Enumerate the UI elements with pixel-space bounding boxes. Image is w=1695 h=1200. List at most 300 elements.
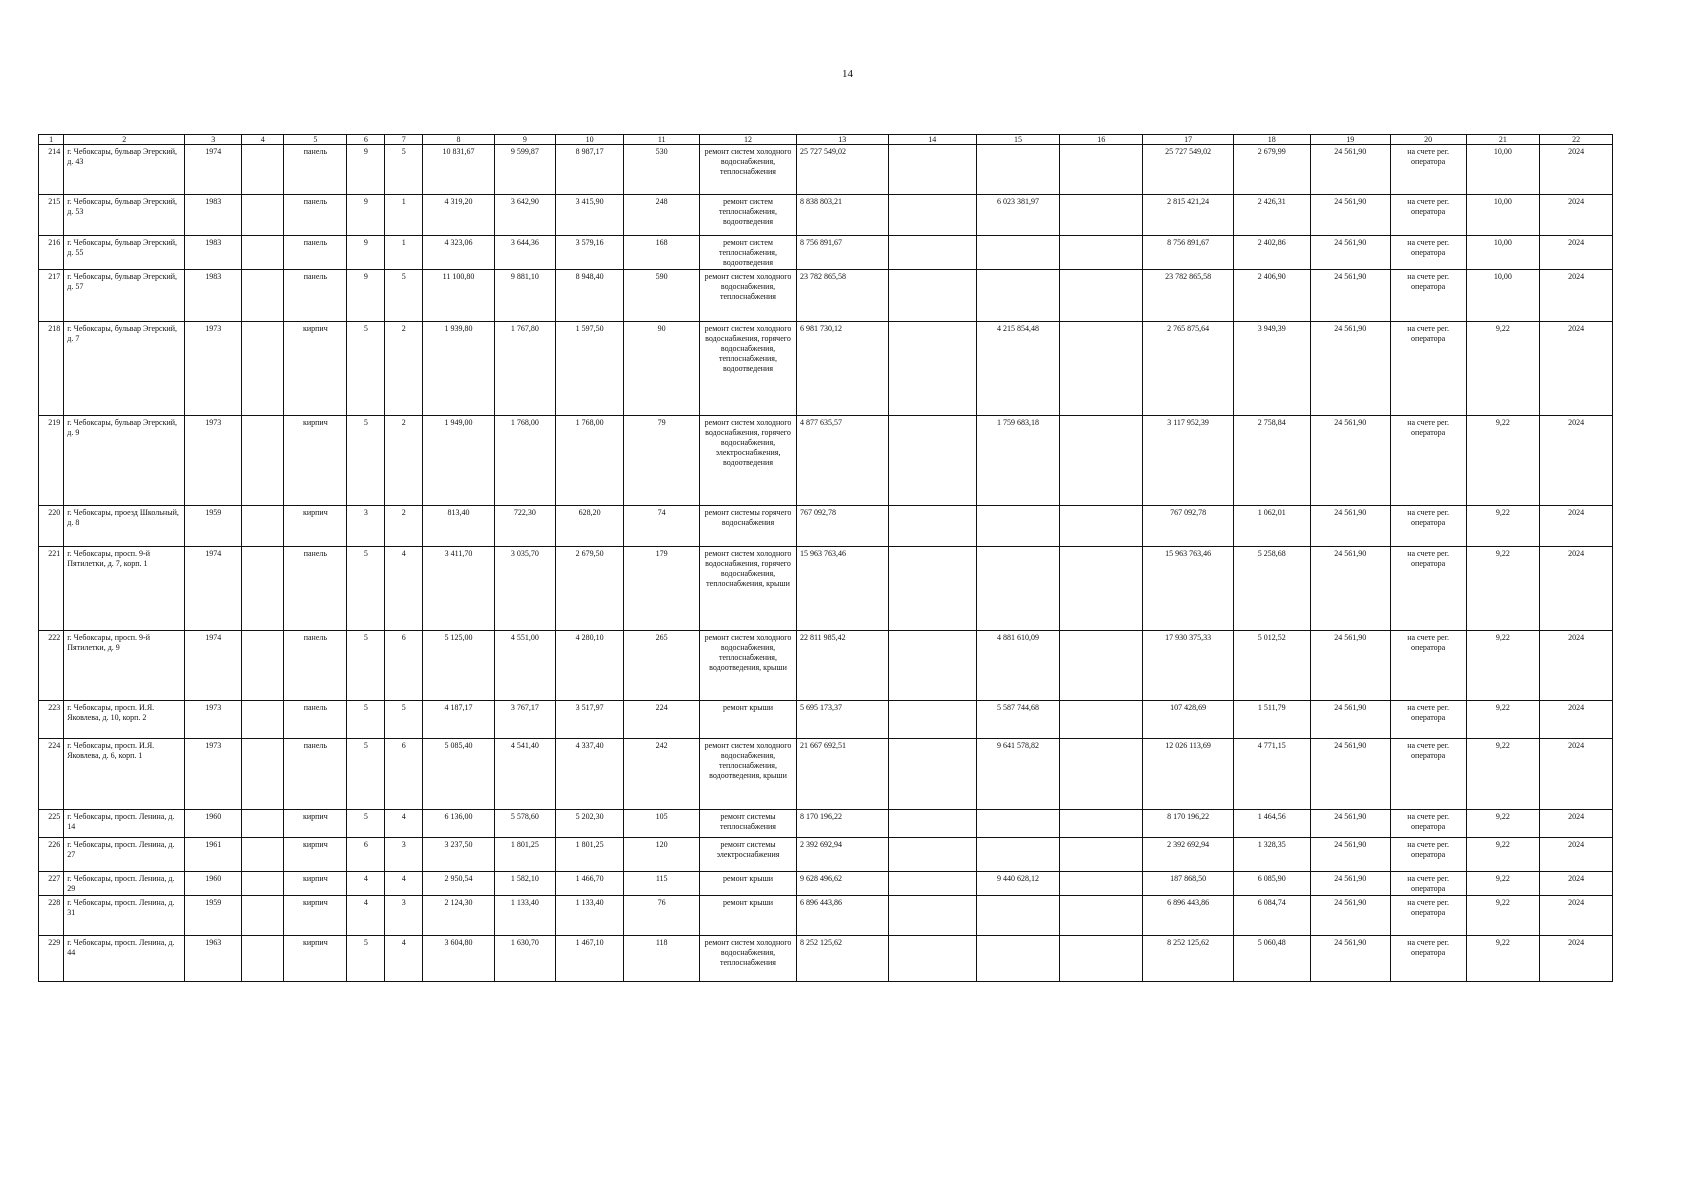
cell-cost-col15 (976, 270, 1059, 322)
cell-col-14 (888, 701, 976, 739)
cell-work-type: ремонт систем холодного водоснабжения, теплоснабжения (700, 270, 797, 322)
cell-total-area: 1 939,80 (423, 322, 495, 416)
cell-floors: 5 (347, 810, 385, 838)
cell-cost-limit: 24 561,90 (1310, 195, 1390, 236)
cell-unit-cost: 5 258,68 (1233, 547, 1310, 631)
cell-cost-col15 (976, 236, 1059, 270)
cell-total-cost: 22 811 985,42 (796, 631, 888, 701)
cell-address: г. Чебоксары, просп. И.Я. Яковлева, д. 10, корп. 2 (64, 701, 185, 739)
cell-col-4 (242, 701, 284, 739)
cell-col-21: 9,22 (1466, 631, 1540, 701)
column-header-20: 20 (1390, 135, 1466, 145)
cell-area-residential: 3 642,90 (494, 195, 555, 236)
cell-cost-col17: 187 868,50 (1143, 872, 1234, 896)
cell-entrances: 5 (385, 145, 423, 195)
cell-wall-material: кирпич (284, 810, 347, 838)
cell-col-14 (888, 896, 976, 936)
cell-area-col10: 1 597,50 (555, 322, 623, 416)
cell-total-cost: 6 896 443,86 (796, 896, 888, 936)
column-header-11: 11 (624, 135, 700, 145)
cell-col-21: 9,22 (1466, 547, 1540, 631)
cell-total-cost: 2 392 692,94 (796, 838, 888, 872)
cell-col-16 (1060, 416, 1143, 506)
cell-unit-cost: 1 328,35 (1233, 838, 1310, 872)
cell-col-14 (888, 872, 976, 896)
cell-col-4 (242, 270, 284, 322)
cell-floors: 4 (347, 872, 385, 896)
cell-col-21: 9,22 (1466, 739, 1540, 810)
column-header-15: 15 (976, 135, 1059, 145)
cell-work-type: ремонт системы электроснабжения (700, 838, 797, 872)
cell-col-14 (888, 547, 976, 631)
cell-floors: 9 (347, 145, 385, 195)
cell-funding-method: на счете рег. оператора (1390, 270, 1466, 322)
cell-col-21: 10,00 (1466, 145, 1540, 195)
cell-total-area: 11 100,80 (423, 270, 495, 322)
cell-col-14 (888, 416, 976, 506)
cell-floors: 6 (347, 838, 385, 872)
table-header (39, 135, 1613, 145)
cell-cost-col17: 6 896 443,86 (1143, 896, 1234, 936)
cell-area-col10: 4 337,40 (555, 739, 623, 810)
cell-cost-col15 (976, 896, 1059, 936)
cell-funding-method: на счете рег. оператора (1390, 872, 1466, 896)
cell-year: 2024 (1540, 872, 1613, 896)
column-header-8: 8 (423, 135, 495, 145)
column-header-4: 4 (242, 135, 284, 145)
cell-area-col10: 3 517,97 (555, 701, 623, 739)
cell-area-residential: 5 578,60 (494, 810, 555, 838)
cell-total-area: 6 136,00 (423, 810, 495, 838)
cell-cost-col15 (976, 838, 1059, 872)
cell-entrances: 4 (385, 547, 423, 631)
cell-col-14 (888, 270, 976, 322)
cell-address: г. Чебоксары, бульвар Эгерский, д. 7 (64, 322, 185, 416)
cell-year: 2024 (1540, 322, 1613, 416)
cell-wall-material: панель (284, 739, 347, 810)
cell-work-type: ремонт системы горячего водоснабжения (700, 506, 797, 547)
cell-cost-limit: 24 561,90 (1310, 872, 1390, 896)
cell-area-residential: 1 630,70 (494, 936, 555, 982)
cell-unit-cost: 2 758,84 (1233, 416, 1310, 506)
cell-unit-cost: 5 012,52 (1233, 631, 1310, 701)
cell-year-built: 1960 (185, 810, 242, 838)
cell-col-21: 9,22 (1466, 416, 1540, 506)
table-row (39, 838, 1613, 872)
page-number: 14 (842, 68, 853, 80)
cell-residents: 76 (624, 896, 700, 936)
cell-entrances: 6 (385, 739, 423, 810)
column-header-18: 18 (1233, 135, 1310, 145)
cell-col-14 (888, 236, 976, 270)
cell-col-4 (242, 145, 284, 195)
cell-col-21: 10,00 (1466, 236, 1540, 270)
cell-wall-material: панель (284, 701, 347, 739)
cell-total-area: 2 124,30 (423, 896, 495, 936)
cell-cost-col17: 107 428,69 (1143, 701, 1234, 739)
cell-floors: 9 (347, 236, 385, 270)
cell-unit-cost: 3 949,39 (1233, 322, 1310, 416)
cell-col-16 (1060, 631, 1143, 701)
cell-wall-material: панель (284, 236, 347, 270)
cell-year: 2024 (1540, 270, 1613, 322)
cell-total-cost: 9 628 496,62 (796, 872, 888, 896)
cell-residents: 265 (624, 631, 700, 701)
cell-residents: 105 (624, 810, 700, 838)
cell-area-residential: 9 599,87 (494, 145, 555, 195)
cell-address: г. Чебоксары, бульвар Эгерский, д. 57 (64, 270, 185, 322)
cell-residents: 179 (624, 547, 700, 631)
cell-col-16 (1060, 810, 1143, 838)
cell-address: г. Чебоксары, просп. Ленина, д. 29 (64, 872, 185, 896)
cell-funding-method: на счете рег. оператора (1390, 322, 1466, 416)
cell-funding-method: на счете рег. оператора (1390, 195, 1466, 236)
column-header-10: 10 (555, 135, 623, 145)
column-header-22: 22 (1540, 135, 1613, 145)
cell-area-col10: 628,20 (555, 506, 623, 547)
cell-cost-col15 (976, 145, 1059, 195)
table-row (39, 270, 1613, 322)
column-header-13: 13 (796, 135, 888, 145)
cell-work-type: ремонт систем теплоснабжения, водоотведения (700, 195, 797, 236)
cell-cost-limit: 24 561,90 (1310, 506, 1390, 547)
cell-col-14 (888, 145, 976, 195)
cell-address: г. Чебоксары, просп. И.Я. Яковлева, д. 6, корп. 1 (64, 739, 185, 810)
cell-funding-method: на счете рег. оператора (1390, 810, 1466, 838)
cell-area-col10: 1 466,70 (555, 872, 623, 896)
cell-row-number: 220 (39, 506, 64, 547)
cell-col-14 (888, 936, 976, 982)
cell-cost-col17: 2 392 692,94 (1143, 838, 1234, 872)
cell-wall-material: кирпич (284, 506, 347, 547)
cell-unit-cost: 5 060,48 (1233, 936, 1310, 982)
cell-row-number: 227 (39, 872, 64, 896)
cell-year: 2024 (1540, 195, 1613, 236)
cell-work-type: ремонт систем холодного водоснабжения, горячего водоснабжения, теплоснабжения, водоотведения (700, 322, 797, 416)
cell-year: 2024 (1540, 631, 1613, 701)
cell-funding-method: на счете рег. оператора (1390, 631, 1466, 701)
cell-wall-material: кирпич (284, 416, 347, 506)
cell-work-type: ремонт систем холодного водоснабжения, теплоснабжения, водоотведения, крыши (700, 631, 797, 701)
cell-funding-method: на счете рег. оператора (1390, 506, 1466, 547)
cell-residents: 530 (624, 145, 700, 195)
cell-floors: 5 (347, 547, 385, 631)
cell-entrances: 4 (385, 872, 423, 896)
cell-cost-limit: 24 561,90 (1310, 838, 1390, 872)
cell-area-col10: 3 415,90 (555, 195, 623, 236)
cell-floors: 5 (347, 631, 385, 701)
cell-area-residential: 1 768,00 (494, 416, 555, 506)
column-header-12: 12 (700, 135, 797, 145)
cell-year: 2024 (1540, 838, 1613, 872)
cell-row-number: 222 (39, 631, 64, 701)
cell-area-residential: 3 767,17 (494, 701, 555, 739)
cell-total-cost: 4 877 635,57 (796, 416, 888, 506)
cell-col-16 (1060, 270, 1143, 322)
cell-total-area: 5 085,40 (423, 739, 495, 810)
cell-col-14 (888, 631, 976, 701)
cell-col-16 (1060, 322, 1143, 416)
cell-address: г. Чебоксары, бульвар Эгерский, д. 9 (64, 416, 185, 506)
cell-total-area: 3 604,80 (423, 936, 495, 982)
cell-entrances: 2 (385, 506, 423, 547)
cell-cost-col15 (976, 810, 1059, 838)
cell-col-16 (1060, 936, 1143, 982)
cell-col-14 (888, 506, 976, 547)
cell-total-area: 3 411,70 (423, 547, 495, 631)
cell-area-residential: 4 551,00 (494, 631, 555, 701)
cell-area-col10: 1 801,25 (555, 838, 623, 872)
cell-col-21: 10,00 (1466, 270, 1540, 322)
cell-work-type: ремонт систем холодного водоснабжения, горячего водоснабжения, теплоснабжения, крыши (700, 547, 797, 631)
cell-entrances: 1 (385, 195, 423, 236)
cell-year: 2024 (1540, 936, 1613, 982)
cell-col-4 (242, 896, 284, 936)
cell-unit-cost: 1 511,79 (1233, 701, 1310, 739)
cell-unit-cost: 2 402,86 (1233, 236, 1310, 270)
cell-address: г. Чебоксары, просп. 9-й Пятилетки, д. 9 (64, 631, 185, 701)
cell-funding-method: на счете рег. оператора (1390, 236, 1466, 270)
cell-year: 2024 (1540, 547, 1613, 631)
cell-row-number: 228 (39, 896, 64, 936)
cell-total-area: 813,40 (423, 506, 495, 547)
cell-residents: 90 (624, 322, 700, 416)
cell-work-type: ремонт систем холодного водоснабжения, теплоснабжения (700, 145, 797, 195)
cell-cost-limit: 24 561,90 (1310, 416, 1390, 506)
cell-residents: 224 (624, 701, 700, 739)
cell-cost-limit: 24 561,90 (1310, 547, 1390, 631)
column-header-3: 3 (185, 135, 242, 145)
cell-area-col10: 3 579,16 (555, 236, 623, 270)
cell-total-area: 10 831,67 (423, 145, 495, 195)
cell-col-4 (242, 416, 284, 506)
column-header-1: 1 (39, 135, 64, 145)
table-row (39, 145, 1613, 195)
cell-col-21: 9,22 (1466, 838, 1540, 872)
cell-year-built: 1973 (185, 322, 242, 416)
cell-work-type: ремонт крыши (700, 701, 797, 739)
cell-unit-cost: 1 464,56 (1233, 810, 1310, 838)
cell-total-cost: 8 252 125,62 (796, 936, 888, 982)
cell-total-area: 4 323,06 (423, 236, 495, 270)
cell-total-cost: 5 695 173,37 (796, 701, 888, 739)
cell-entrances: 5 (385, 701, 423, 739)
cell-total-cost: 6 981 730,12 (796, 322, 888, 416)
cell-address: г. Чебоксары, проезд Школьный, д. 8 (64, 506, 185, 547)
cell-unit-cost: 4 771,15 (1233, 739, 1310, 810)
cell-cost-limit: 24 561,90 (1310, 739, 1390, 810)
cell-unit-cost: 6 084,74 (1233, 896, 1310, 936)
cell-cost-limit: 24 561,90 (1310, 701, 1390, 739)
cell-residents: 118 (624, 936, 700, 982)
column-header-2: 2 (64, 135, 185, 145)
cell-cost-col17: 25 727 549,02 (1143, 145, 1234, 195)
cell-wall-material: кирпич (284, 838, 347, 872)
cell-work-type: ремонт системы теплоснабжения (700, 810, 797, 838)
cell-unit-cost: 2 426,31 (1233, 195, 1310, 236)
cell-year: 2024 (1540, 506, 1613, 547)
table-row (39, 631, 1613, 701)
cell-total-area: 5 125,00 (423, 631, 495, 701)
cell-col-21: 9,22 (1466, 322, 1540, 416)
cell-cost-col15: 6 023 381,97 (976, 195, 1059, 236)
cell-row-number: 217 (39, 270, 64, 322)
table-row (39, 506, 1613, 547)
table-row (39, 936, 1613, 982)
cell-entrances: 3 (385, 896, 423, 936)
cell-year-built: 1959 (185, 896, 242, 936)
cell-residents: 120 (624, 838, 700, 872)
cell-residents: 168 (624, 236, 700, 270)
cell-wall-material: кирпич (284, 936, 347, 982)
cell-cost-col17: 23 782 865,58 (1143, 270, 1234, 322)
table-row (39, 701, 1613, 739)
cell-area-residential: 1 133,40 (494, 896, 555, 936)
cell-year-built: 1961 (185, 838, 242, 872)
cell-work-type: ремонт систем холодного водоснабжения, теплоснабжения (700, 936, 797, 982)
cell-col-4 (242, 195, 284, 236)
cell-col-4 (242, 506, 284, 547)
cell-floors: 5 (347, 416, 385, 506)
cell-total-cost: 21 667 692,51 (796, 739, 888, 810)
cell-address: г. Чебоксары, просп. Ленина, д. 14 (64, 810, 185, 838)
cell-wall-material: кирпич (284, 322, 347, 416)
cell-row-number: 223 (39, 701, 64, 739)
cell-address: г. Чебоксары, просп. 9-й Пятилетки, д. 7, корп. 1 (64, 547, 185, 631)
cell-col-16 (1060, 236, 1143, 270)
cell-row-number: 219 (39, 416, 64, 506)
column-header-17: 17 (1143, 135, 1234, 145)
cell-total-cost: 8 756 891,67 (796, 236, 888, 270)
cell-funding-method: на счете рег. оператора (1390, 838, 1466, 872)
cell-col-4 (242, 631, 284, 701)
cell-col-16 (1060, 838, 1143, 872)
cell-cost-limit: 24 561,90 (1310, 270, 1390, 322)
cell-year: 2024 (1540, 739, 1613, 810)
cell-residents: 248 (624, 195, 700, 236)
cell-col-16 (1060, 145, 1143, 195)
cell-floors: 9 (347, 195, 385, 236)
cell-entrances: 6 (385, 631, 423, 701)
cell-unit-cost: 2 406,90 (1233, 270, 1310, 322)
cell-unit-cost: 2 679,99 (1233, 145, 1310, 195)
cell-year-built: 1973 (185, 416, 242, 506)
table-body (39, 145, 1613, 982)
cell-year: 2024 (1540, 701, 1613, 739)
cell-cost-col17: 2 765 875,64 (1143, 322, 1234, 416)
cell-cost-col15 (976, 936, 1059, 982)
cell-col-16 (1060, 195, 1143, 236)
cell-row-number: 214 (39, 145, 64, 195)
cell-unit-cost: 6 085,90 (1233, 872, 1310, 896)
cell-col-14 (888, 739, 976, 810)
cell-cost-col15: 1 759 683,18 (976, 416, 1059, 506)
cell-row-number: 225 (39, 810, 64, 838)
cell-entrances: 5 (385, 270, 423, 322)
cell-area-col10: 8 948,40 (555, 270, 623, 322)
cell-wall-material: кирпич (284, 872, 347, 896)
cell-wall-material: панель (284, 270, 347, 322)
cell-cost-col15: 9 641 578,82 (976, 739, 1059, 810)
cell-cost-col15: 4 215 854,48 (976, 322, 1059, 416)
cell-col-4 (242, 936, 284, 982)
cell-cost-limit: 24 561,90 (1310, 631, 1390, 701)
cell-cost-col17: 8 170 196,22 (1143, 810, 1234, 838)
table-row (39, 322, 1613, 416)
cell-total-cost: 8 838 803,21 (796, 195, 888, 236)
cell-wall-material: панель (284, 195, 347, 236)
cell-total-area: 4 187,17 (423, 701, 495, 739)
column-header-5: 5 (284, 135, 347, 145)
cell-area-residential: 4 541,40 (494, 739, 555, 810)
cell-cost-col17: 8 756 891,67 (1143, 236, 1234, 270)
cell-unit-cost: 1 062,01 (1233, 506, 1310, 547)
cell-col-4 (242, 872, 284, 896)
cell-col-16 (1060, 739, 1143, 810)
cell-wall-material: панель (284, 145, 347, 195)
cell-total-cost: 15 963 763,46 (796, 547, 888, 631)
cell-address: г. Чебоксары, просп. Ленина, д. 27 (64, 838, 185, 872)
cell-col-21: 9,22 (1466, 506, 1540, 547)
cell-area-col10: 4 280,10 (555, 631, 623, 701)
cell-area-residential: 1 582,10 (494, 872, 555, 896)
cell-residents: 590 (624, 270, 700, 322)
cell-total-area: 4 319,20 (423, 195, 495, 236)
cell-col-4 (242, 322, 284, 416)
cell-row-number: 226 (39, 838, 64, 872)
cell-col-16 (1060, 701, 1143, 739)
cell-total-cost: 8 170 196,22 (796, 810, 888, 838)
cell-year: 2024 (1540, 810, 1613, 838)
cell-funding-method: на счете рег. оператора (1390, 739, 1466, 810)
cell-address: г. Чебоксары, просп. Ленина, д. 44 (64, 936, 185, 982)
cell-funding-method: на счете рег. оператора (1390, 701, 1466, 739)
cell-col-21: 9,22 (1466, 810, 1540, 838)
cell-year-built: 1983 (185, 195, 242, 236)
cell-col-16 (1060, 547, 1143, 631)
cell-area-col10: 1 133,40 (555, 896, 623, 936)
cell-col-4 (242, 236, 284, 270)
column-header-14: 14 (888, 135, 976, 145)
cell-area-residential: 1 801,25 (494, 838, 555, 872)
cell-floors: 5 (347, 701, 385, 739)
cell-wall-material: кирпич (284, 896, 347, 936)
cell-total-cost: 23 782 865,58 (796, 270, 888, 322)
cell-year-built: 1974 (185, 631, 242, 701)
cell-cost-col15: 4 881 610,09 (976, 631, 1059, 701)
cell-col-16 (1060, 896, 1143, 936)
cell-cost-col17: 15 963 763,46 (1143, 547, 1234, 631)
column-header-9: 9 (494, 135, 555, 145)
cell-area-residential: 3 644,36 (494, 236, 555, 270)
cell-col-14 (888, 838, 976, 872)
cell-cost-col17: 12 026 113,69 (1143, 739, 1234, 810)
cell-cost-col15 (976, 506, 1059, 547)
cell-row-number: 215 (39, 195, 64, 236)
cell-total-cost: 767 092,78 (796, 506, 888, 547)
column-header-7: 7 (385, 135, 423, 145)
cell-col-16 (1060, 872, 1143, 896)
cell-residents: 115 (624, 872, 700, 896)
cell-col-4 (242, 838, 284, 872)
cell-cost-col17: 767 092,78 (1143, 506, 1234, 547)
cell-funding-method: на счете рег. оператора (1390, 547, 1466, 631)
column-header-16: 16 (1060, 135, 1143, 145)
cell-funding-method: на счете рег. оператора (1390, 416, 1466, 506)
cell-col-4 (242, 547, 284, 631)
cell-area-col10: 2 679,50 (555, 547, 623, 631)
cell-funding-method: на счете рег. оператора (1390, 896, 1466, 936)
